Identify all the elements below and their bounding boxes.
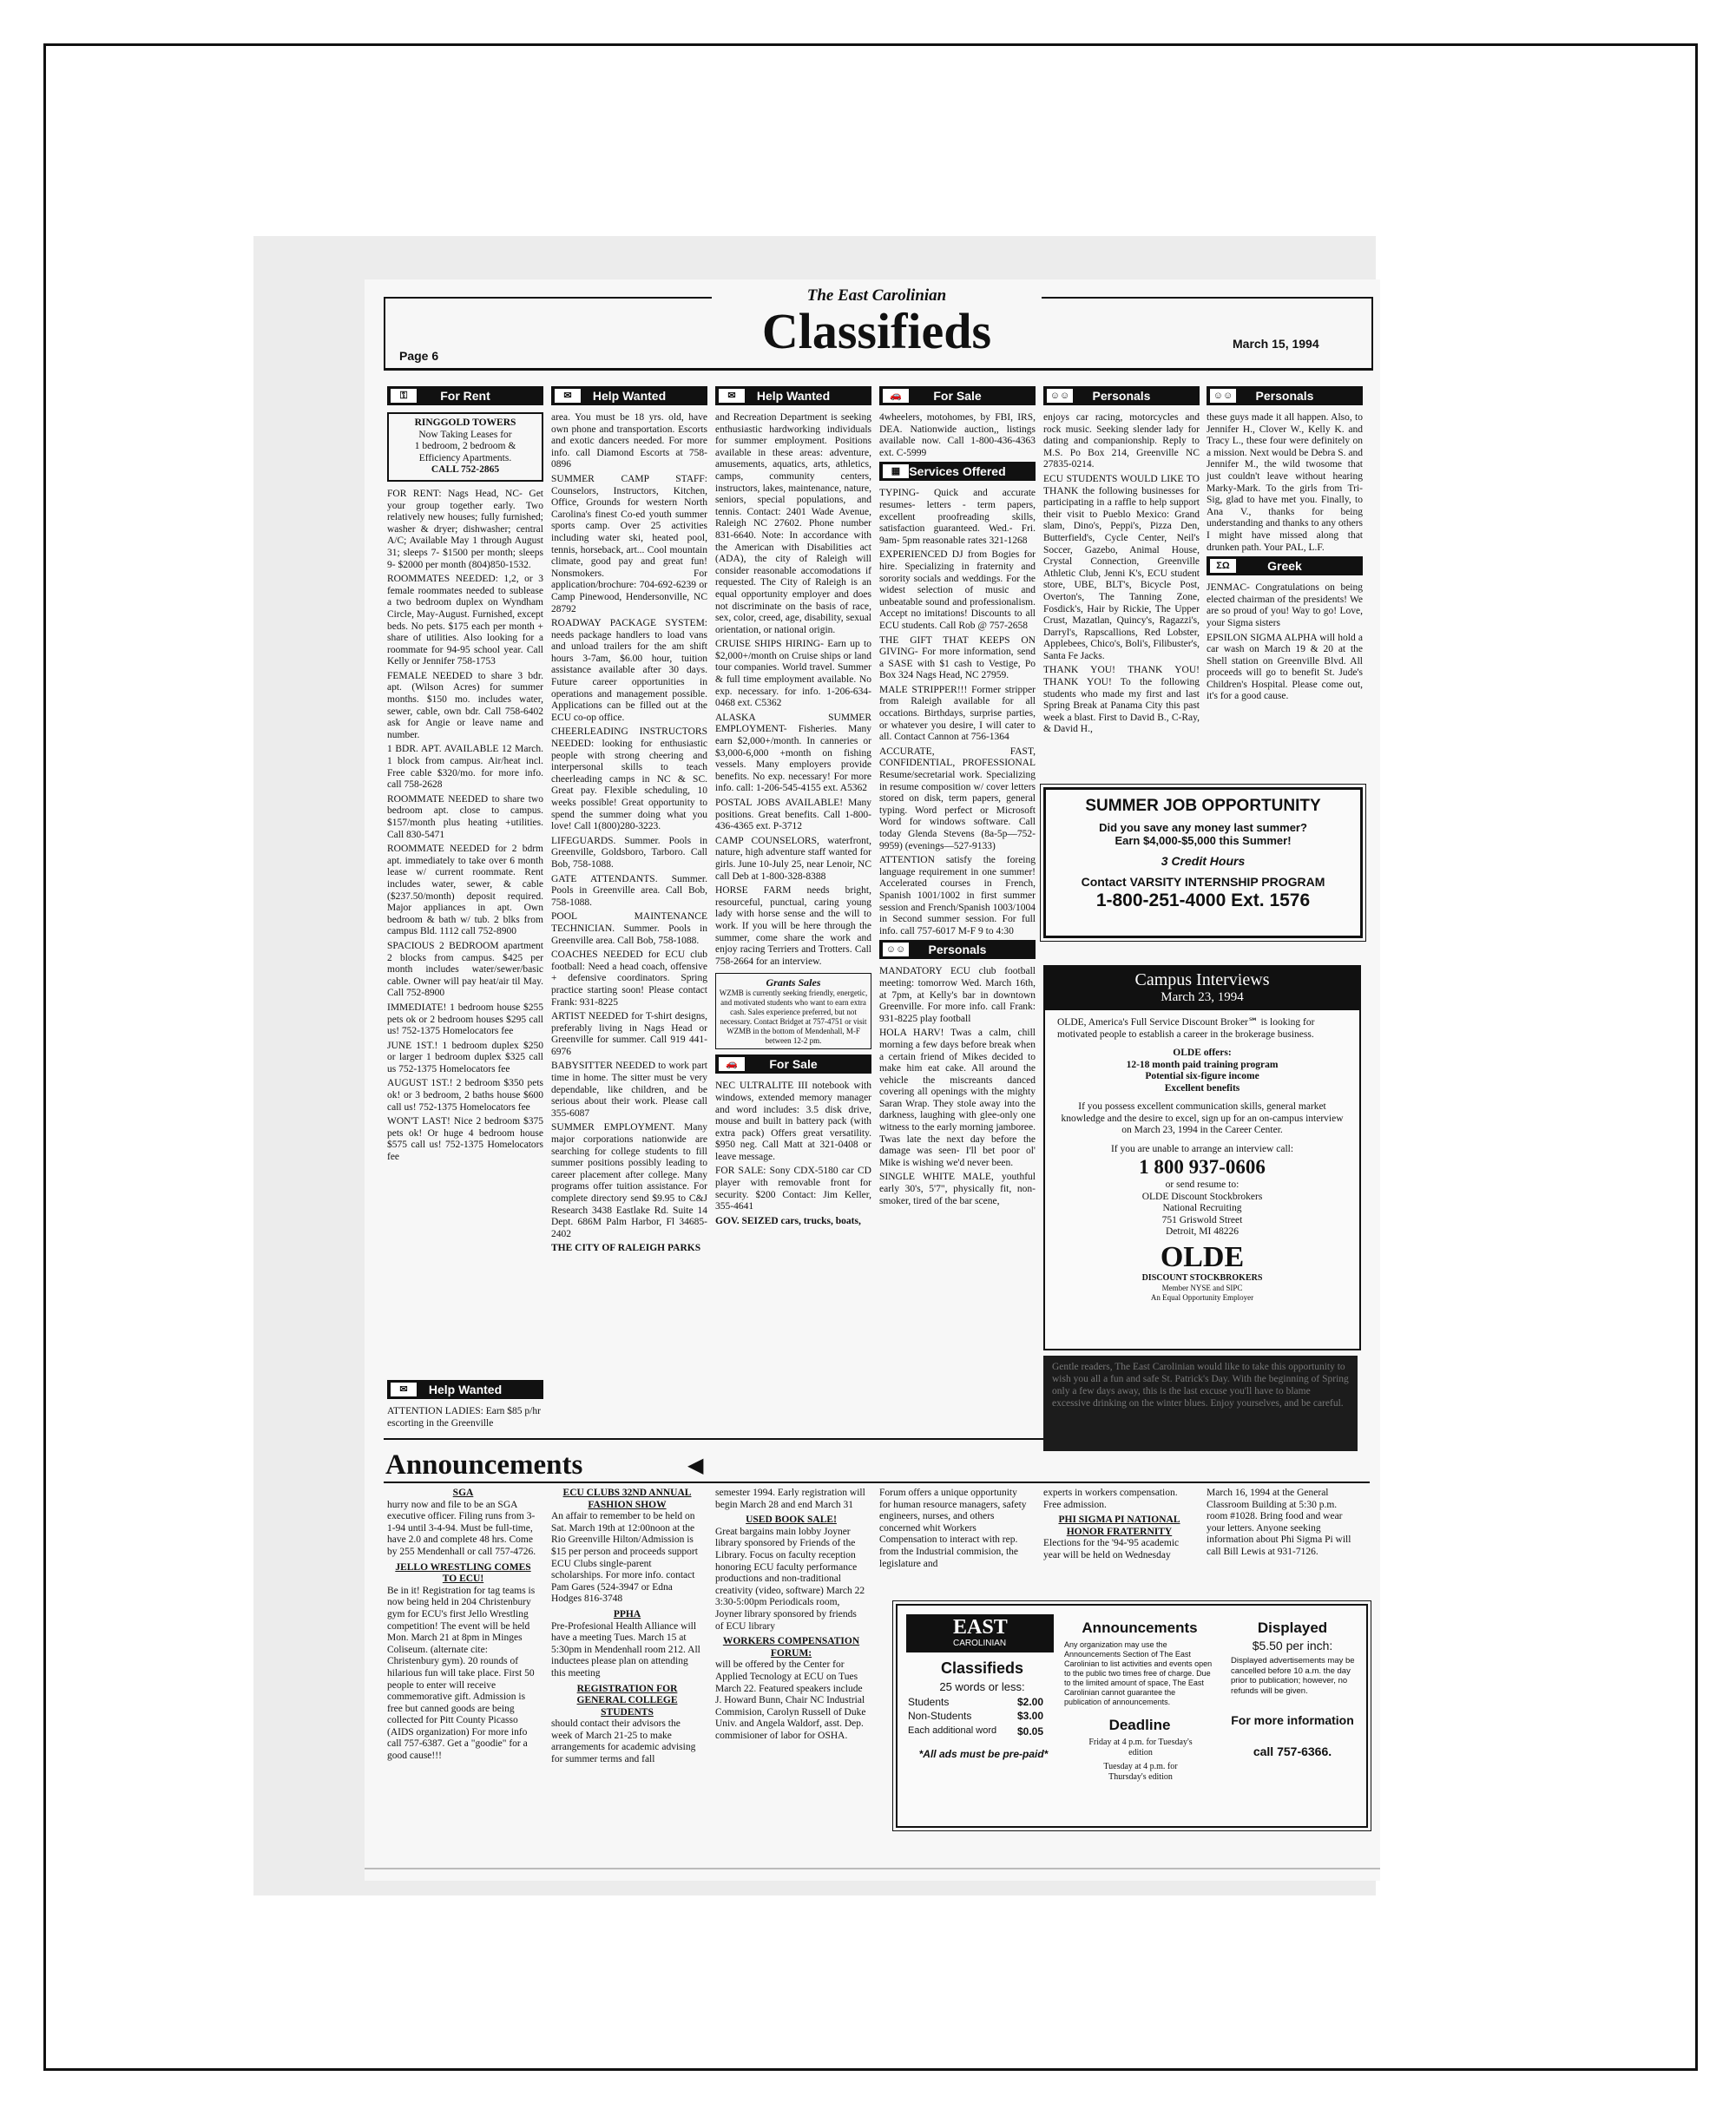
announcement-heading: JELLO WRESTLING COMES TO ECU! [395,1561,531,1585]
rates-prepaid: *All ads must be pre-paid* [918,1748,1049,1760]
rates-deadline-2: Tuesday at 4 p.m. for Thursday's edition [1103,1762,1178,1782]
classified-ad: HORSE FARM needs bright, resourceful, punctual, caring young lady with horse sense and the will to work. If you will be here through the summer, come share the work and enjoy racing Terriers and Trotters. Call 758-2664 for an interview. [715,885,871,967]
envelope-icon: ✉ [555,389,581,403]
olde-address-line: National Recruiting [1162,1203,1242,1213]
classified-ad: enjoys car racing, motorcycles and rock music. Seeking slender lady for dating and companionship. Reply to M.S. Po Box 214, Greenville NC 27835-0214. [1043,412,1200,470]
ec-logo [906,1614,1054,1652]
rates-more-info: For more information [1231,1713,1354,1727]
olde-logo: OLDE [1160,1240,1245,1273]
announcement-col-1 [387,1488,539,1869]
ad-line: 1 bedroom, 2 bedroom & [414,441,516,452]
classified-ad: THANK YOU! THANK YOU! THANK YOU! To the following students who made my first and last Spring Break at Panama City this past week a blast. First to David B., C-Ray, & David H., [1043,665,1200,735]
classified-ad: HOLA HARV! Twas a calm, chill morning a few days before break when a certain friend of Mikes decided to make him eat cake. All around the vehicle the miscreants danced covering all openings with the mighty Saran Wrap. They stole away into the darkness, laughing with glee-only one witness to the early morning jamboree. Twas late the next day before the damage was seen- I'll bet poor ol' Mike is wishing we'd never been. [879,1028,1036,1168]
rates-deadline: Deadline [1108,1717,1171,1733]
people-icon: ☺☺ [883,943,909,956]
olde-address-line: Detroit, MI 48226 [1165,1226,1239,1237]
help-wanted-header: ✉ Help Wanted [715,386,871,405]
personals-header: ☺☺ Personals [1207,386,1363,405]
rates-per-inch: $5.50 per inch: [1252,1639,1333,1652]
classified-ad: ACCURATE, FAST, CONFIDENTIAL, PROFESSIONAL Resume/secretarial work. Specializing in resume composition w/ cover letters stored on disk, term papers, general typing. Word perfect or Microsoft Word for windows software. Call today Glenda Stevens (8a-5p—752-9959) (evenings—527-9133) [879,746,1036,851]
classified-ad: ATTENTION LADIES: Earn $85 p/hr escorting in the Greenville [387,1406,541,1429]
classified-ad: ATTENTION satisfy the foreing language requirement in one summer! Accelerated courses in French, Spanish 1001/1002 in first summer session and French/Spanish 1003/1004 in Second summer session. For full info. call 757-6017 M-F 9 to 4:30 [879,855,1036,936]
st-patricks-notice [1043,1356,1358,1451]
olde-unable: If you are unable to arrange an interview call: [1110,1143,1294,1154]
classified-ad: THE CITY OF RALEIGH PARKS [551,1243,701,1254]
grants-title: Grants Sales [766,976,821,989]
announcement-col-2 [551,1488,703,1869]
grants-sales-box [715,973,871,1049]
olde-offer: Potential six-figure income [1145,1071,1259,1081]
olde-header [1045,967,1359,1010]
announcement-heading: USED BOOK SALE! [746,1514,837,1526]
column-help-wanted [551,386,707,1410]
for-sale-header: 🚗 For Sale [715,1054,871,1074]
classified-ad: ROADWAY PACKAGE SYSTEM: needs package handlers to load vans and unload trailers for the am shift hours 3-7am, $6.00 hour, tuition assistance available after 30 days. Future career opportunities in operations and management possible. Applications can be filled out at the ECU co-op office. [551,618,707,723]
olde-body [1045,1010,1359,1310]
people-icon: ☺☺ [1047,389,1073,403]
classified-ad: MALE STRIPPER!!! Former stripper from Raleigh available for all occations. Birthdays, surprise parties, or whatever you desire, I will cater to all. Contact Cannon at 756-1364 [879,684,1036,743]
classified-ad: CHEERLEADING INSTRUCTORS NEEDED: looking for enthusiastic people with strong cheering and interpersonal skills to teach cheerleading camps in NC & SC. Great pay. Flexible scheduling, 10 weeks possible! Great opportunity to spend the summer doing what you love! Call 1(800)280-3223. [551,726,707,832]
announcements-rule [384,1438,1043,1440]
classified-ad: BABYSITTER NEEDED to work part time in home. The sitter must be very dependable, like children, and be serious about their work. Please call 355-6087 [551,1061,707,1119]
olde-address-line: 751 Griswold Street [1161,1214,1243,1225]
classified-ad: GOV. SEIZED cars, trucks, boats, [715,1215,861,1226]
for-sale-header: 🚗 For Sale [879,386,1036,405]
classified-rates-box [896,1604,1368,1828]
classified-ad: LIFEGUARDS. Summer. Pools in Greenville, Goldsboro, Tarboro. Call Bob, 758-1088. [551,835,707,870]
classified-ad: ROOMMATE NEEDED to share two bedroom apt. close to campus. $157/month plus heating +utilities. Call 830-5471 [387,793,543,840]
classified-ad: ROOMMATE NEEDED for 2 bdrm apt. immediately to take over 6 month lease w/ current roommate. Rent includes water, sewer, & cable ($237.50/month) deposit required. Major appliances in apt. Own bedroom & bath w/ tub. 2 blks from campus Bld. 1112 call 752-8900 [387,844,543,937]
classified-ad: area. You must be 18 yrs. old, have own phone and transportation. Escorts and exotic dancers needed. For more info. call Diamond Escorts at 758-0896 [551,412,707,470]
olde-intro: OLDE, America's Full Service Discount Broker℠ is looking for motivated people to establish a career in the brokerage business. [1057,1017,1315,1040]
page-title: Classifieds [761,303,992,359]
classified-ad: SPACIOUS 2 BEDROOM apartment 2 blocks from campus. $425 per month includes water/sewer/basic cable. Owner will pay heat/air til May. Call 752-8900 [387,940,543,999]
classified-ad: and Recreation Department is seeking enthusiastic hardworking individuals for summer employment. Positions available in these areas: adventure, amusements, aquatics, arts, athletics, camps, community centers, instructors, lakes, maintenance, nature, seniors, special populations, and tennis. Contact: 2401 Wade Avenue, Raleigh NC 27602. Phone number 831-6640. Note: In accordance with the American with Disabilities act (ADA), the city of Raleigh will consider reasonable accomodations if requested. The City of Raleigh is an equal opportunity employer and does not discriminate on the basis of race, sex, color, creed, age, disability, sexual orientation, or national origin. [715,412,871,635]
announcement-heading: SGA [452,1488,474,1498]
summer-job-title: SUMMER JOB OPPORTUNITY [1085,797,1321,815]
car-icon: 🚗 [883,389,909,403]
rates-ann-title: Announcements [1082,1620,1198,1636]
personals-header: ☺☺ Personals [879,940,1036,959]
people-icon: ☺☺ [1210,389,1236,403]
building-icon: ▦ [883,464,909,478]
envelope-icon: ✉ [391,1383,417,1396]
classified-ad: TYPING- Quick and accurate resumes- letters - term papers, excellent proofreading skills, satisfaction guaranteed. Wed.- Fri. 9am- 5pm reasonable rates 321-1268 [879,488,1036,546]
summer-job-line2: Earn $4,000-$5,000 this Summer! [1115,834,1292,847]
olde-campus-interviews-ad [1043,965,1361,1350]
olde-date: March 23, 1994 [1161,990,1244,1004]
rates-students: Students [908,1696,950,1708]
st-patricks-text: Gentle readers, The East Carolinian would like to take this opportunity to wish you all a fun and safe St. Patrick's Day. With the beginning of Spring only a few days away, this is the last excuse you'll have to blame excessive drinking on the winter blues. Enjoy yourselves, and be careful. [1052,1362,1349,1409]
issue-date: March 15, 1994 [1233,337,1319,351]
olde-paragraph: If you possess excellent communication skills, general market knowledge and the desire to excel, sign up for an on-campus interview on March 23, 1994 in the Career Center. [1061,1101,1344,1135]
announcement-text: Elections for the '94-'95 academic year will be held on Wednesday [1043,1538,1180,1560]
classified-ad: EXPERIENCED DJ from Bogies for hire. Specializing in fraternity and sorority socials and weddings. For the widest selection of music and unbeatable sound and professionalism. Accept no imitations! Discounts to all ECU students. Call Rob @ 757-2658 [879,549,1036,631]
olde-offers-title: OLDE offers: [1173,1048,1232,1058]
announcement-heading: REGISTRATION FOR GENERAL COLLEGE STUDENTS [576,1683,678,1718]
ad-line: CALL 752-2865 [431,464,500,476]
announcement-col-5 [1043,1488,1195,1592]
classified-ad: MANDATORY ECU club football meeting: tomorrow Wed. March 16th, at 7pm, at Kelly's bar in downtown Greenville. For more info. call Frank: 931-8225 play football [879,966,1036,1024]
scan-bottom-edge [365,1868,1380,1869]
classified-ad: CAMP COUNSELORS, waterfront, nature, high adventure staff wanted for girls. June 10-July 25, near Lenoir, NC call Deb at 1-800-328-8388 [715,835,871,882]
rates-ann-text: Any organization may use the Announcements Section of The East Carolinian to list activities and events open to the public two times free of charge. Due to the limited amount of space, The East Carolinian cannot guarantee the publication of announcements. [1064,1640,1213,1706]
personals-header: ☺☺ Personals [1043,386,1200,405]
classified-ad: EPSILON SIGMA ALPHA will hold a car wash on March 19 & 20 at the Shell station on Greenville Blvd. All proceeds will go to benefit St. Jude's Children's Hospital. Please come out, it's for a good cause. [1207,632,1363,702]
rates-each-word-price: $0.05 [1017,1725,1044,1738]
announcement-heading: PPHA [613,1608,641,1620]
olde-member: Member NYSE and SIPC [1161,1283,1243,1292]
summer-job-line1: Did you save any money last summer? [1099,821,1307,834]
column-services [879,386,1036,1410]
rates-deadline-1: Friday at 4 p.m. for Tuesday's edition [1088,1738,1193,1758]
rates-students-price: $2.00 [1017,1696,1044,1708]
classified-ad: COACHES NEEDED for ECU club football: Need a head coach, offensive + defensive coordinators. Spring practice starting soon! Please contact Frank: 931-8225 [551,949,707,1008]
help-wanted-header: ✉ Help Wanted [551,386,707,405]
rates-displayed: Displayed [1257,1620,1328,1636]
classified-ad: JENMAC- Congratulations on being elected chairman of the presidents! We are so proud of you! Way to go! Love, your Sigma sisters [1207,582,1363,628]
classified-ad: JUNE 1ST.! 1 bedroom duplex $250 or larger 1 bedroom duplex $325 call us 752-1375 Homelocators fee [387,1040,543,1074]
announcements-title: Announcements [385,1449,583,1481]
key-icon: ⚿ [391,389,417,403]
rates-non-students-price: $3.00 [1017,1710,1044,1722]
classified-ad: SINGLE WHITE MALE, youthful early 30's, 5'7", physically fit, non-smoker, tired of the bar scene, [879,1172,1036,1206]
olde-offer: Excellent benefits [1164,1082,1240,1094]
announcement-text: Pre-Profesional Health Alliance will have a meeting Tues. March 15 at 5:30pm in Mendenhall room 212. All inductees please plan on attending this meeting [551,1620,700,1679]
megaphone-icon: ◀ [687,1455,704,1477]
classified-ad: AUGUST 1ST.! 2 bedroom $350 pets ok! or 3 bedroom, 2 baths house $600 call us! 752-1375 Homelocators fee [387,1078,543,1113]
announcement-heading: PHI SIGMA PI NATIONAL HONOR FRATERNITY [1058,1514,1180,1537]
announcement-col-6 [1207,1488,1358,1592]
col1-bottom [387,1380,543,1429]
classified-ad: GATE ATTENDANTS. Summer. Pools in Greenville area. Call Bob, 758-1088. [551,873,707,908]
classified-ad: FOR SALE: Sony CDX-5180 car CD player with removable front for security. $200 Contact: Jim Keller, 355-4641 [715,1166,871,1212]
announcement-text: Great bargains main lobby Joyner library sponsored by Friends of the Library. Focus on faculty reception honoring ECU faculty performance productions and non-traditional creativity (video, software) March 22 3:30-5:00pm Periodicals room, Joyner library sponsored by friends of ECU library [715,1526,865,1632]
olde-offer: 12-18 month paid training program [1126,1059,1279,1070]
announcement-text: hurry now and file to be an SGA executive officer. Filing runs from 3-1-94 until 3-4-94. Must be full-time, have 2.0 and complete 48 hrs. Come by 255 Mendenhall or call 757-4726. [387,1499,536,1557]
olde-title: Campus Interviews [1134,970,1270,989]
page-number: Page 6 [399,349,439,363]
ringgold-towers-ad [387,412,543,482]
classified-ad: IMMEDIATE! 1 bedroom house $255 pets ok or 2 bedroom houses $295 call us! 752-1375 Homelocators fee [387,1002,543,1037]
announcement-text: An affair to remember to be held on Sat. March 19th at 12:00noon at the Rio Greenville Hilton/Admission is $15 per person and proceeds support ECU Clubs single-parent scholarships. For more info. contact Pam Gares (524-3947 or Edna Hodges 816-3748 [551,1511,698,1605]
greek-header: ΣΩ Greek [1207,556,1363,575]
announcement-heading: WORKERS COMPENSATION FORUM: [722,1636,860,1659]
olde-phone: 1 800 937-0606 [1139,1156,1266,1178]
announcements-bottom-rule [384,1482,1370,1483]
rates-each-word: Each additional word [908,1725,997,1736]
classified-ad: FEMALE NEEDED to share 3 bdr. apt. (Wilson Acres) for summer months. $150 mo. includes water, sewer, cable, own bdr. Call 758-6402 ask for Angie or leave name and number. [387,670,543,740]
classified-ad: ROOMMATES NEEDED: 1,2, or 3 female roommates needed to sublease a two bedroom duplex on Wyndham Circle, May-August. Furnished, except beds. No pets. $175 each per month + share of utilities. Also looking for a roommate for 94-95 school year. Call Kelly or Jennifer 758-1753 [387,574,543,667]
summer-job-ad [1043,787,1363,938]
services-offered-header: ▦ Services Offered [879,462,1036,481]
classified-ad: ALASKA SUMMER EMPLOYMENT- Fisheries. Many earn $2,000+/month. In canneries or $3,000-6,000 +month on fishing vessels. Many employers provide benefits. No exp. necessary! For more info. call: 1-206-545-4155 ext. A5362 [715,712,871,794]
rates-words: 25 words or less: [939,1680,1025,1693]
classified-ad: POSTAL JOBS AVAILABLE! Many positions. Great benefits. Call 1-800-436-4365 ext. P-3712 [715,798,871,832]
announcement-col-4 [879,1488,1031,1592]
classified-ad: CRUISE SHIPS HIRING- Earn up to $2,000+/month on Cruise ships or land tour companies. World travel. Summer & full time employment available. No exp. necessary. for info. 1-206-634-0468 ext. C5362 [715,639,871,709]
grants-text: WZMB is currently seeking friendly, energetic, and motivated students who want to earn extra cash. Sales experience preferred, but not necessary. Contact Bridget at 757-4751 or visit WZMB in the bottom of Mendenhall, M-F between 12-2 pm. [719,989,868,1046]
classified-ad: SUMMER EMPLOYMENT. Many major corporations nationwide are searching for college students to fill summer positions possibly leading to career placement after college. Many programs offer tuition assistance. For complete directory send $9.95 to C&J Research 3438 Eastlake Rd. Suite 14 Dept. 686M Palm Harbor, Fl 34685-2402 [551,1122,707,1239]
column-help-wanted-2 [715,386,871,1410]
classified-ad: NEC ULTRALITE III notebook with windows, extended memory manager and word includes: 3.5 disk drive, mouse and built in battery pack (with extra pack) Offers great versatility. $950 neg. Call Matt at 321-0408 or leave message. [715,1081,871,1162]
summer-job-line3: 3 Credit Hours [1161,854,1246,868]
announcement-heading: ECU CLUBS 32ND ANNUAL FASHION SHOW [562,1488,692,1510]
rates-call: call 757-6366. [1253,1744,1332,1758]
classified-ad: ECU STUDENTS WOULD LIKE TO THANK the following businesses for participating in a raffle to help support their visit to Pueblo Mexico: Grand slam, Dino's, Peppi's, Pizza Den, Butterfield's, Cycle Center, Neil's Soccer, Gazebo, Animal House, Crystal Connection, Greenville Athletic Club, Jenni K's, ECU student store, UBE, BLT's, Bicycle Post, Overton's, The Tanning Zone, Fosdick's, Hair by Rickie, The Upper Crust, Mazatlan, Quincy's, Ragazzi's, Darryl's, Rapscallions, Red Lobster, Applebees, Chico's, Boli's, Filibuster's, Santa Fe Jacks. [1043,473,1200,661]
announcement-col-3 [715,1488,867,1869]
ad-line: Efficiency Apartments. [418,452,512,463]
ec-logo-sub: CAROLINIAN [953,1639,1007,1648]
announcement-text: March 16, 1994 at the General Classroom Building at 5:30 p.m. room #1028. Bring food and wear your letters. Anyone seeking information about Phi Sigma Pi will call Bill Lewis at 931-7126. [1207,1488,1351,1557]
paper-name: The East Carolinian [712,286,1042,306]
classified-ad: WON'T LAST! Nice 2 bedroom $375 pets ok! Or huge 4 bedroom house $575 call us! 752-1375 Homelocators fee [387,1116,543,1163]
ad-line: RINGGOLD TOWERS [414,417,516,428]
column-for-rent [387,386,543,1163]
classified-ad: FOR RENT: Nags Head, NC- Get your group together early. Two relatively new houses; fully furnished; washer & dryer; dishwasher; central A/C; Available May 1 through August 31; sleeps 7- $1500 per month; sleeps 9- $2000 per month (804)850-1532. [387,488,543,570]
for-rent-header: ⚿ For Rent [387,386,543,405]
classified-ad: 4wheelers, motohomes, by FBI, IRS, DEA. Nationwide auction,, listings available now. Call 1-800-436-4363 ext. C-5999 [879,412,1036,458]
rates-non-students: Non-Students [908,1710,972,1722]
announcement-text: experts in workers compensation. Free admission. [1043,1488,1178,1510]
help-wanted-header: ✉ Help Wanted [387,1380,543,1399]
classified-ad: SUMMER CAMP STAFF: Counselors, Instructors, Kitchen, Office, Grounds for western North Carolina's finest Co-ed youth summer sports camp. Over 25 activities including water ski, heated pool, tennis, horseback, art... Cool mountain climate, good pay and great fun! Nonsmokers. For application/brochure: 704-692-6239 or Camp Pinewood, Hendersonville, NC 28792 [551,473,707,614]
classified-ad: these guys made it all happen. Also, to Jennifer H., Clover W., Kelly K. and Tracy L., these four were definitely on a mission. Next would be Debra S. and Jennifer M., the wild twosome that just couldn't leave without hearing Marky-Mark. To the girls from Tri-Sig, glad to have met you. Finally, to Ana V., thanks for being understanding and thanks to any others I might have missed along that drunken path. Your PAL, L.F. [1207,412,1363,553]
olde-or-send: or send resume to: [1165,1179,1240,1190]
car-icon: 🚗 [719,1057,745,1071]
rates-classifieds-title: Classifieds [940,1659,1024,1677]
newspaper-page [365,279,1380,1881]
classified-ad: THE GIFT THAT KEEPS ON GIVING- For more information, send a SASE with $1 cash to Vestige, Po Box 324 Nags Head, NC 27959. [879,634,1036,681]
classified-ad: POOL MAINTENANCE TECHNICIAN. Summer. Pools in Greenville area. Call Bob, 758-1088. [551,911,707,946]
sigma-omega-icon: ΣΩ [1210,559,1236,573]
announcement-text: will be offered by the Center for Applied Tecnology at ECU on Tues March 22. Featured speakers include J. Howard Bunn, Chair NC Industrial Commision, Carolyn Russell of Duke Univ. and Angela Waldorf, asst. Dep. commisioner of labor for OSHA. [715,1659,866,1741]
classified-ad: ARTIST NEEDED for T-shirt designs, preferably living in Nags Head or Greenville for summer. Call 919 441-6976 [551,1011,707,1057]
summer-job-line4: Contact VARSITY INTERNSHIP PROGRAM [1081,875,1325,889]
ec-logo-text: EAST [953,1616,1008,1639]
announcement-text: semester 1994. Early registration will begin March 28 and end March 31 [715,1488,865,1510]
olde-address-line: OLDE Discount Stockbrokers [1141,1191,1263,1202]
olde-logo-sub: DISCOUNT STOCKBROKERS [1141,1272,1263,1283]
olde-eoe: An Equal Opportunity Employer [1150,1292,1254,1302]
ad-line: Now Taking Leases for [418,429,512,440]
classified-ad: 1 BDR. APT. AVAILABLE 12 March. 1 block from campus. Air/heat incl. Free cable $320/mo. for more info. call 758-2628 [387,744,543,791]
envelope-icon: ✉ [719,389,745,403]
announcement-text: Be in it! Registration for tag teams is now being held in 204 Christenbury gym for ECU's first Jello Wrestling competition! The event will be held Mon. March 21 at 8pm in Minges Coliseum. (alternate cite: Christenbury gym). 20 rounds of hilarious fun will take place. First 50 people to enter will receive commemorative gift. Admission is free but canned goods are being collected for Pitt County Picasso (AIDS organization) For more info call 757-6387. Get a "goodie" for a good cause!!! [387,1585,536,1762]
announcement-text: should contact their advisors the week of March 21-25 to make arrangements for academic advising for summer terms and fall [551,1718,696,1765]
announcement-text: Forum offers a unique opportunity for human resource managers, safety engineers, nurses, and others concerned whit Workers Compensation to interact with rep. from the Industrial commision, the legislature and [879,1488,1027,1569]
rates-displayed-text: Displayed advertisements may be cancelled before 10 a.m. the day prior to publication; however, no refunds will be given. [1231,1656,1355,1696]
summer-job-phone: 1-800-251-4000 Ext. 1576 [1095,890,1311,910]
